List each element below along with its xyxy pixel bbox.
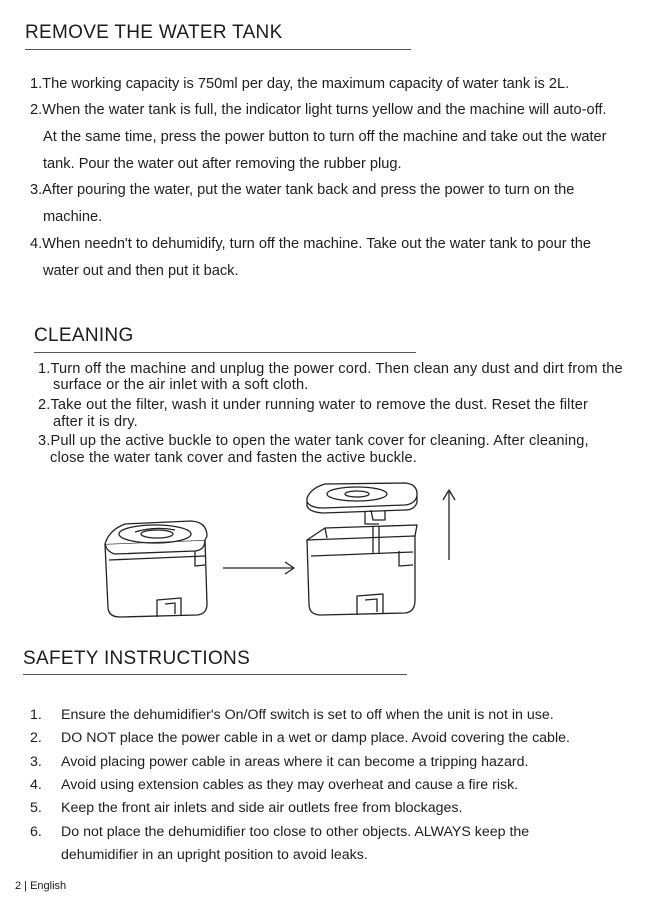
safety-item-5: 5. Keep the front air inlets and side air outlets free from blockages. <box>30 801 463 816</box>
cleaning-line-6: close the water tank cover and fasten the active buckle. <box>50 451 417 466</box>
remove-line-4: tank. Pour the water out after removing the rubber plug. <box>43 157 402 172</box>
cleaning-line-4: after it is dry. <box>53 415 138 430</box>
safety-item-6-continuation: dehumidifier in an upright position to avoid leaks. <box>61 848 368 863</box>
section-title-remove-tank: REMOVE THE WATER TANK <box>25 22 283 43</box>
section-title-safety: SAFETY INSTRUCTIONS <box>23 648 251 669</box>
cleaning-line-5: 3.Pull up the active buckle to open the water tank cover for cleaning. After cleaning, <box>38 434 589 449</box>
open-tank-drawing <box>307 525 417 615</box>
section-divider <box>34 352 416 353</box>
remove-line-1: 1.The working capacity is 750ml per day, the maximum capacity of water tank is 2L. <box>30 77 570 92</box>
safety-item-3: 3. Avoid placing power cable in areas where it can become a tripping hazard. <box>30 755 529 770</box>
remove-line-6: machine. <box>43 210 103 225</box>
remove-line-8: water out and then put it back. <box>43 264 239 279</box>
cleaning-line-2: surface or the air inlet with a soft cloth. <box>53 378 309 393</box>
cleaning-line-3: 2.Take out the filter, wash it under running water to remove the dust. Reset the filter <box>38 398 589 413</box>
cleaning-line-1: 1.Turn off the machine and unplug the power cord. Then clean any dust and dirt from the <box>38 362 623 377</box>
safety-item-4: 4. Avoid using extension cables as they may overheat and cause a fire risk. <box>30 778 519 793</box>
remove-line-2: 2.When the water tank is full, the indicator light turns yellow and the machine will auto-off. <box>30 103 607 118</box>
water-tank-illustration <box>95 480 475 630</box>
remove-line-3: At the same time, press the power button to turn off the machine and take out the water <box>43 130 607 145</box>
page-footer: 2 | English <box>15 880 67 892</box>
section-title-cleaning: CLEANING <box>34 325 134 346</box>
remove-line-7: 4.When needn't to dehumidify, turn off the machine. Take out the water tank to pour the <box>30 237 591 252</box>
section-divider <box>25 49 411 50</box>
section-divider <box>23 674 407 675</box>
safety-item-1: 1. Ensure the dehumidifier's On/Off switch is set to off when the unit is not in use. <box>30 708 554 723</box>
lifted-cover-drawing <box>307 483 417 524</box>
remove-line-5: 3.After pouring the water, put the water tank back and press the power to turn on the <box>30 183 575 198</box>
safety-item-2: 2. DO NOT place the power cable in a wet or damp place. Avoid covering the cable. <box>30 731 570 746</box>
closed-tank-drawing <box>105 521 207 617</box>
safety-item-6: 6. Do not place the dehumidifier too close to other objects. ALWAYS keep the <box>30 825 530 840</box>
